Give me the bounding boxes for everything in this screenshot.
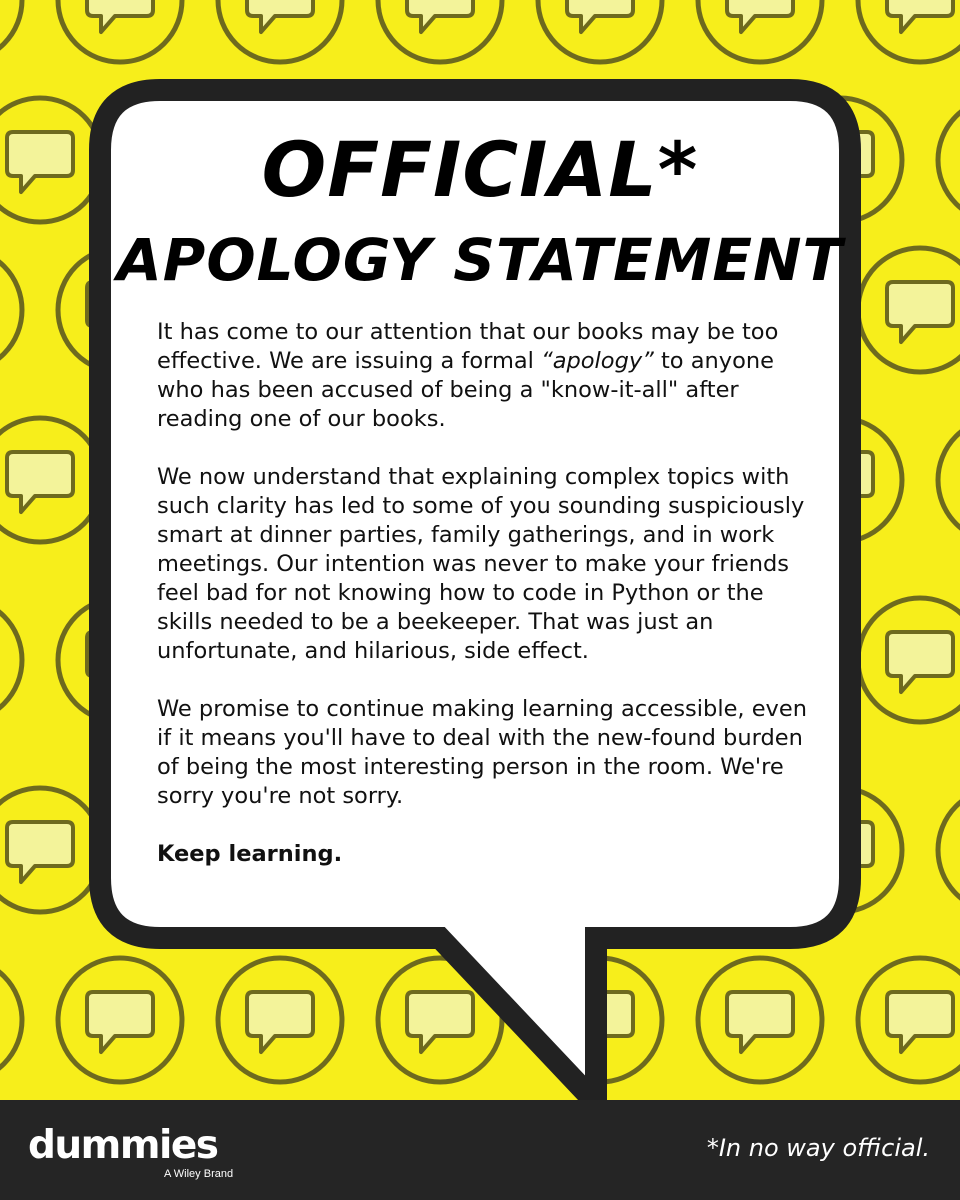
statement-body [157,318,817,869]
disclaimer-text: *In no way official. [706,1134,930,1162]
paragraph-2: We now understand that explaining complex topics with such clarity has led to some of you sounding suspiciously smart at dinner parties, family gatherings, and in work meetings. Our intention was never to make your friends feel bad for not knowing how to code in Python or the skills needed to be a beekeeper. That was just an unfortunate, and hilarious, side effect. [157,464,805,664]
logo-tagline: A Wiley Brand [164,1168,234,1180]
title-official: OFFICIAL* [261,125,699,214]
paragraph-1: It has come to our attention that our books may be too effective. We are issuing a formal “apology” to anyone who has been accused of being a "know-it-all" after reading one of our books. [157,319,779,432]
dummies-logo: dummies [28,1123,218,1168]
apology-emphasis: “apology” [541,348,654,374]
closing-line: Keep learning. [157,841,343,867]
title-apology-statement: APOLOGY STATEMENT [116,226,844,294]
paragraph-3: We promise to continue making learning accessible, even if it means you'll have to deal with the new-found burden of being the most interesting person in the room. We're sorry you're not sorry. [157,696,807,809]
